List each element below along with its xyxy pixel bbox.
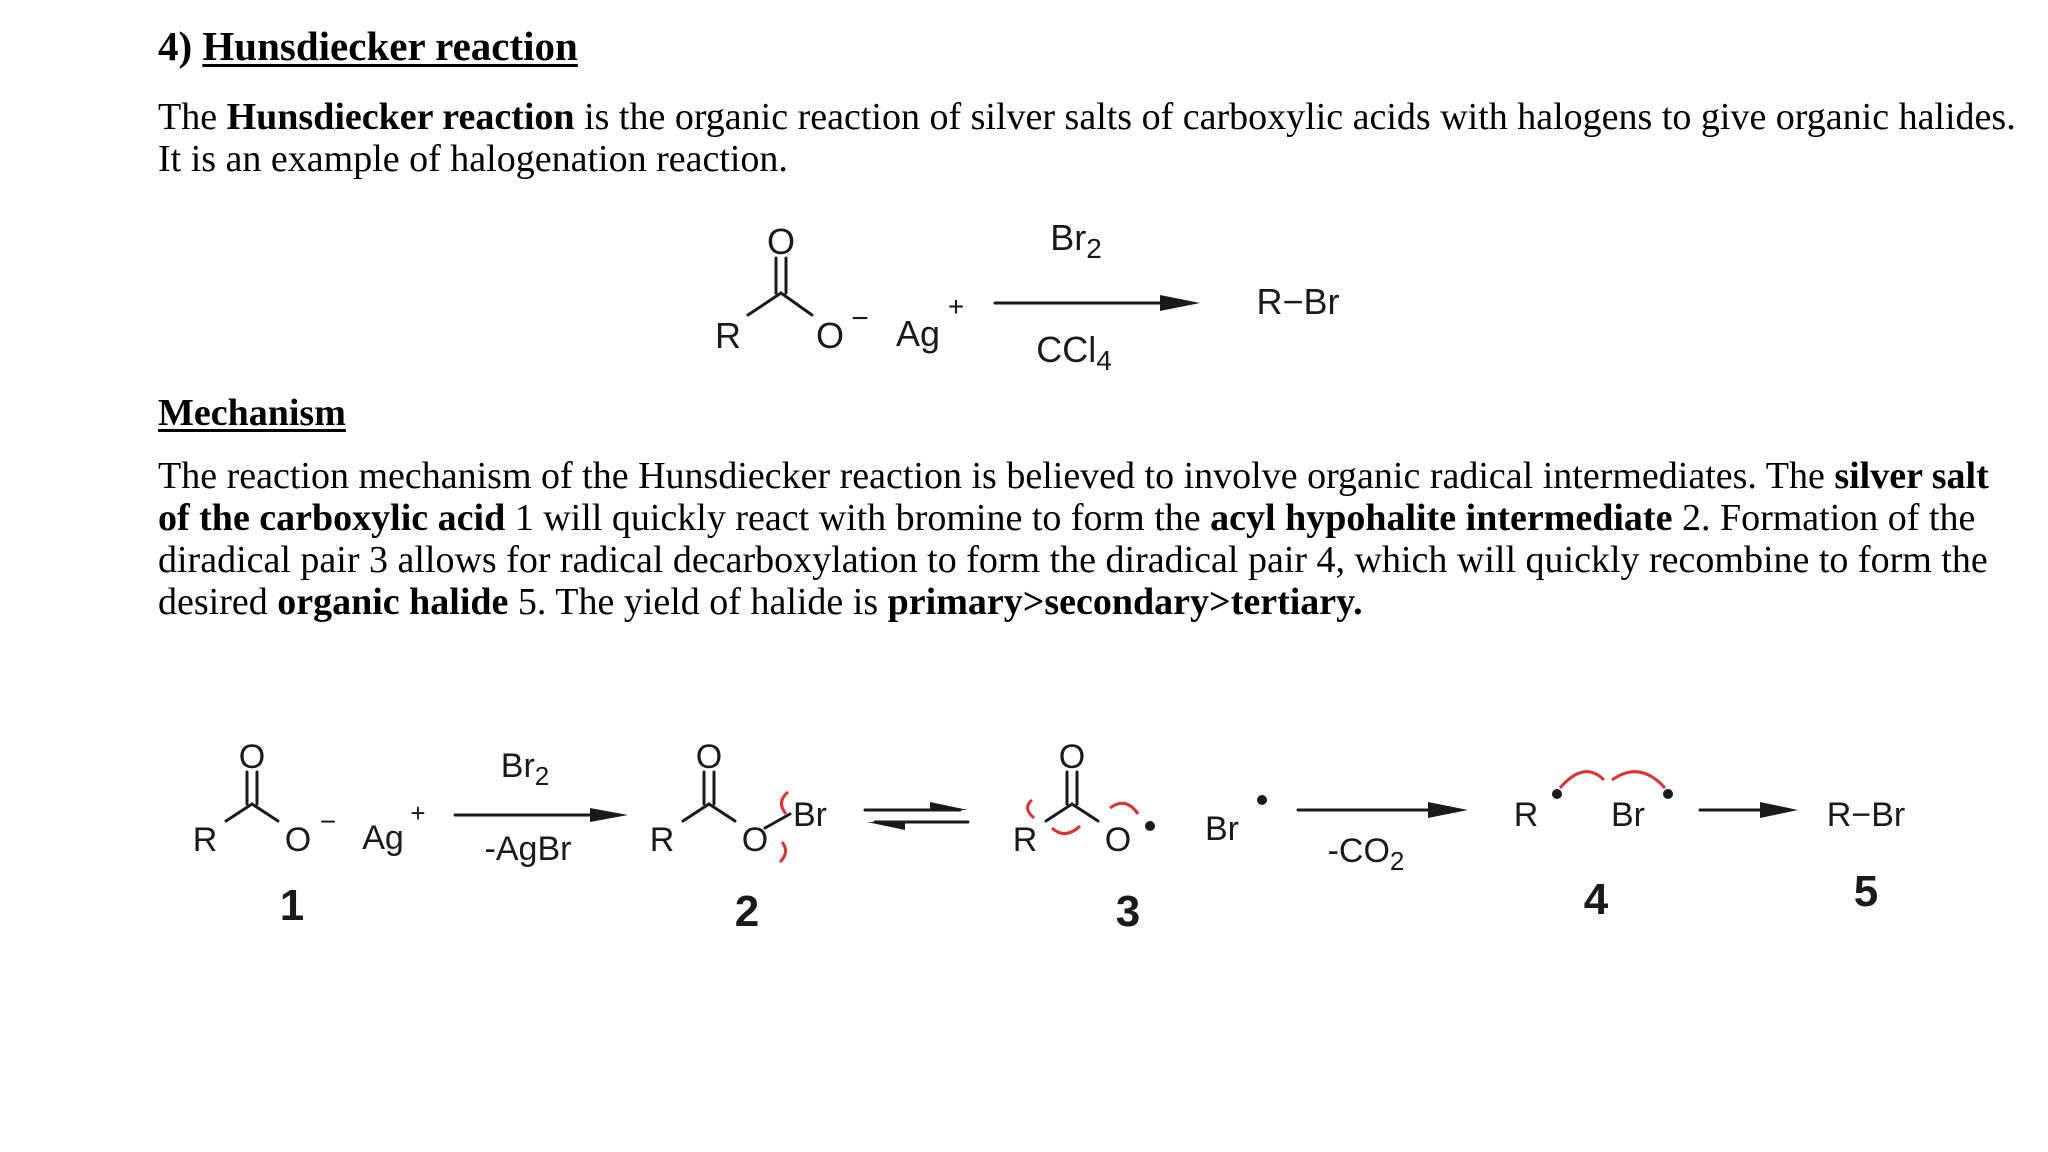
- red-fishhook-arrow-4b: [1612, 772, 1665, 788]
- reaction-arrow: [995, 217, 1200, 376]
- oxygen-radical-3: O: [1104, 821, 1132, 859]
- minus-charge-1: −: [319, 806, 337, 837]
- compound-1-silver-carboxylate: [193, 738, 426, 859]
- radical-dot-3: [1145, 821, 1155, 831]
- mechanism-heading: Mechanism: [158, 392, 346, 434]
- bond-1b: [252, 804, 278, 821]
- mech-text-4: 5. The yield of halide is: [508, 581, 888, 623]
- mech-text-3: 2. Formation of the diradical pair 3 allows for radical decarboxylation to form the diradical pair 4, which will quickly recombine to form the desired: [158, 497, 1988, 623]
- arrow-head-3: [1428, 802, 1468, 818]
- reagent-label: $Br_2$: [1050, 217, 1102, 264]
- arrow-step-1: [455, 747, 628, 868]
- arrow-head-4: [1760, 802, 1798, 818]
- mech-bold-3: organic halide: [277, 581, 509, 623]
- bond-3a: [1046, 804, 1072, 821]
- compound-label-5: 5: [1853, 867, 1879, 916]
- r-group-3: R: [1012, 821, 1038, 859]
- radical-dot-4b: [1663, 789, 1673, 799]
- compound-label-4: 4: [1583, 875, 1609, 924]
- arrow-head-1: [590, 808, 628, 822]
- compound-4-diradical-pair: [1514, 772, 1673, 834]
- carbonyl-oxygen: O: [766, 221, 796, 262]
- bond-2a: [683, 804, 709, 821]
- bond-1a: [226, 804, 252, 821]
- oxygen-2: O: [741, 821, 769, 859]
- silver-carboxylate-structure: [715, 221, 964, 356]
- mechanism-paragraph: [158, 455, 2018, 623]
- section-heading: [158, 18, 578, 74]
- intro-text-rest: is the organic reaction of silver salts of carboxylic acids with halogens to give organic halides. It is an example of halogenation reaction.: [158, 96, 2016, 180]
- bromine-radical-3: Br: [1205, 810, 1239, 848]
- arrow-step-4: [1700, 802, 1798, 818]
- silver-cation: Ag: [895, 313, 941, 354]
- product-alkyl-bromide: R−Br: [1256, 281, 1340, 322]
- r-group: R: [715, 315, 741, 356]
- arrow-head: [1160, 295, 1200, 311]
- radical-dot-3-br: [1257, 795, 1267, 805]
- mech-bold-4: primary>secondary>tertiary.: [887, 581, 1363, 623]
- step3-co2: $-CO_2$: [1327, 832, 1405, 876]
- compound-label-1: 1: [279, 881, 305, 930]
- mech-text-2: 1 will quickly react with bromine to form the: [505, 497, 1211, 539]
- anion-oxygen: O: [815, 315, 845, 356]
- bond-2b: [709, 804, 735, 821]
- eq-arrow-back-head: [867, 822, 905, 830]
- bond-c-o: [781, 293, 812, 315]
- compound-3-radical-pair: [1013, 738, 1267, 859]
- red-fishhook-arrow-4a: [1560, 772, 1604, 788]
- arrow-step-3: [1298, 802, 1468, 876]
- carbonyl-oxygen-1: O: [238, 738, 266, 776]
- step1-reagent: $Br_2$: [500, 747, 550, 791]
- product-alkyl-bromide-5: R−Br: [1826, 796, 1906, 834]
- intro-text: The: [158, 96, 227, 138]
- equilibrium-arrows: [865, 802, 968, 830]
- bromine-radical-4: Br: [1611, 796, 1645, 834]
- compound-2-acyl-hypobromite: [650, 738, 827, 862]
- red-fishhook-arrow-2a: [781, 792, 788, 814]
- mechanism-scheme: [0, 730, 2048, 970]
- r-group-1: R: [192, 821, 218, 859]
- plus-charge: +: [947, 291, 965, 322]
- bond-3b: [1072, 804, 1098, 821]
- step1-byproduct: -AgBr: [484, 830, 572, 868]
- bond-2e: [765, 814, 790, 828]
- silver-cation-1: Ag: [362, 819, 404, 857]
- anion-oxygen-1: O: [284, 821, 312, 859]
- section-number: 4): [158, 23, 193, 69]
- r-group-2: R: [649, 821, 675, 859]
- red-fishhook-arrow-3c: [1110, 803, 1138, 814]
- mech-bold-1: silver salt of the carboxylic acid: [158, 455, 1989, 539]
- solvent-label: CCl$_4$: [1036, 329, 1112, 376]
- minus-charge: −: [851, 302, 869, 335]
- intro-bold-term: Hunsdiecker reaction: [226, 96, 575, 138]
- red-fishhook-arrow-3b: [1052, 826, 1080, 834]
- intro-paragraph: [158, 96, 2018, 180]
- red-fishhook-arrow-2b: [780, 842, 786, 862]
- bromine-2: Br: [793, 796, 827, 834]
- bond-r-c: [748, 293, 781, 315]
- mech-bold-2: acyl hypohalite intermediate: [1210, 497, 1673, 539]
- carbonyl-oxygen-3: O: [1058, 738, 1086, 776]
- plus-charge-1: +: [410, 798, 426, 828]
- compound-label-3: 3: [1115, 887, 1141, 936]
- radical-dot-4a: [1552, 789, 1562, 799]
- carbonyl-oxygen-2: O: [695, 738, 723, 776]
- red-fishhook-arrow-3a: [1027, 800, 1034, 818]
- eq-arrow-forward-head: [930, 802, 968, 810]
- section-title: Hunsdiecker reaction: [202, 23, 578, 69]
- overall-reaction-scheme: [0, 210, 2048, 390]
- mech-text-1: The reaction mechanism of the Hunsdiecker reaction is believed to involve organic radical intermediates. The: [158, 455, 1835, 497]
- r-radical-4: R: [1513, 796, 1539, 834]
- compound-label-2: 2: [734, 887, 760, 936]
